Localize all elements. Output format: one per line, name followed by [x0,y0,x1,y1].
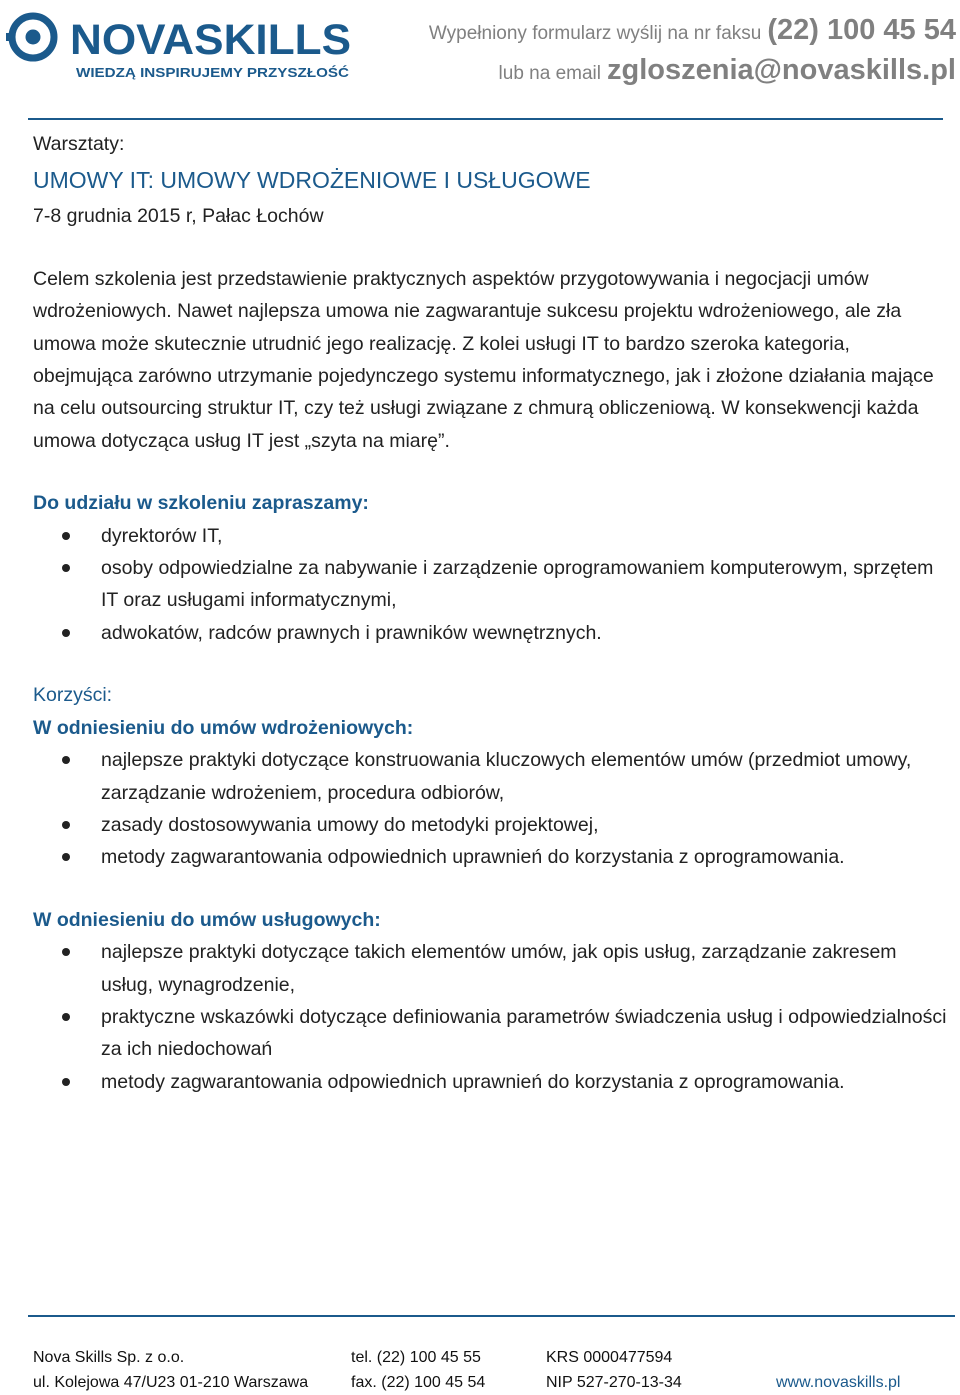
footer-address: ul. Kolejowa 47/U23 01-210 Warszawa [33,1374,309,1391]
list-item [33,841,948,873]
email-label: lub na email [498,63,601,84]
logo-bar [6,33,12,41]
list-item [33,617,948,649]
footer-website-block [776,1370,900,1395]
bullet-icon [62,853,70,861]
header-contact [429,14,956,87]
workshop-title: UMOWY IT: UMOWY WDROŻENIOWE I USŁUGOWE [33,167,591,194]
footer-fax: fax. (22) 100 45 54 [351,1374,486,1391]
implementation-heading: W odniesieniu do umów wdrożeniowych: [33,716,414,739]
logo-tagline: WIEDZĄ INSPIRUJEMY PRZYSZŁOŚĆ [76,65,350,80]
list-item-text: najlepsze praktyki dotyczące konstruowania kluczowych elementów umów (przedmiot umowy, zarządzanie wdrożeniem, procedura odbiorów, [101,749,912,804]
list-item-text: osoby odpowiedzialne za nabywanie i zarządzenie oprogramowaniem komputerowym, sprzętem IT oraz usługami informatycznymi, [101,557,934,612]
intro-paragraph: Celem szkolenia jest przedstawienie praktycznych aspektów przygotowywania i negocjacji umów wdrożeniowych. Nawet najlepsza umowa nie zagwarantuje sukcesu projektu wdrożeniowego, ale zła umowa może skutecznie utrudnić jego realizację. Z kolei usługi IT to bardzo szeroka kategoria, obejmująca zarówno utrzymanie pojedynczego systemu informatycznego, jak i złożone działania mające na celu outsourcing struktur IT, czy też usługi związane z chmurą obliczeniową. W konsekwencji każda umowa dotycząca usług IT jest „szyta na miarę”. [33,267,934,452]
bullet-icon [62,1078,70,1086]
header-divider [28,118,943,120]
bullet-icon [62,948,70,956]
footer-nip: NIP 527-270-13-34 [546,1374,682,1391]
list-item-text: praktyczne wskazówki dotyczące definiowania parametrów świadczenia usług i odpowiedzialności za ich niedochowań [101,1005,947,1061]
list-item [33,520,948,552]
footer-company-block [33,1345,308,1395]
footer-divider [28,1315,955,1317]
fax-label: Wypełniony formularz wyślij na nr faksu [428,23,762,44]
services-heading: W odniesieniu do umów usługowych: [33,908,381,931]
logo-dot [26,30,41,45]
footer-phone-block [351,1345,485,1395]
email-line [429,54,956,87]
bullet-icon [62,821,70,829]
novaskills-logo [6,10,351,85]
implementation-list [33,744,948,874]
bullet-icon [62,756,70,764]
list-item [33,1001,948,1066]
list-item [33,744,948,809]
footer-company: Nova Skills Sp. z o.o. [33,1349,185,1366]
list-item-text: metody zagwarantowania odpowiednich uprawnień do korzystania z oprogramowania. [101,1070,845,1093]
benefits-label: Korzyści: [33,684,113,707]
services-list [33,936,948,1098]
bullet-icon [62,564,70,572]
list-item-text: zasady dostosowywania umowy do metodyki projektowej, [101,813,599,836]
website-link[interactable]: www.novaskills.pl [776,1374,901,1391]
list-item [33,809,948,841]
workshop-date-place: 7-8 grudnia 2015 r, Pałac Łochów [33,205,324,228]
bullet-icon [62,532,70,540]
bullet-icon [62,629,70,637]
logo-wordmark: NOVASKILLS [70,16,351,64]
list-item-text: metody zagwarantowania odpowiednich uprawnień do korzystania z oprogramowania. [101,846,845,869]
email-link[interactable]: zgloszenia@novaskills.pl [607,54,956,86]
list-item-text: dyrektorów IT, [101,524,223,547]
footer-registry-block [546,1345,682,1395]
document-body [33,128,948,1098]
footer-tel: tel. (22) 100 45 55 [351,1349,481,1366]
list-item-text: adwokatów, radców prawnych i prawników wewnętrznych. [101,621,602,644]
list-item [33,936,948,1001]
bullet-icon [62,1013,70,1021]
list-item [33,552,948,617]
fax-number: (22) 100 45 54 [767,14,956,46]
workshop-label: Warsztaty: [33,133,125,155]
fax-line [429,14,956,54]
audience-list [33,520,948,650]
list-item-text: najlepsze praktyki dotyczące takich elementów umów, jak opis usług, zarządzanie zakresem usług, wynagrodzenie, [101,941,897,996]
list-item [33,1066,948,1098]
audience-heading: Do udziału w szkoleniu zapraszamy: [33,492,369,515]
footer-krs: KRS 0000477594 [546,1349,673,1366]
